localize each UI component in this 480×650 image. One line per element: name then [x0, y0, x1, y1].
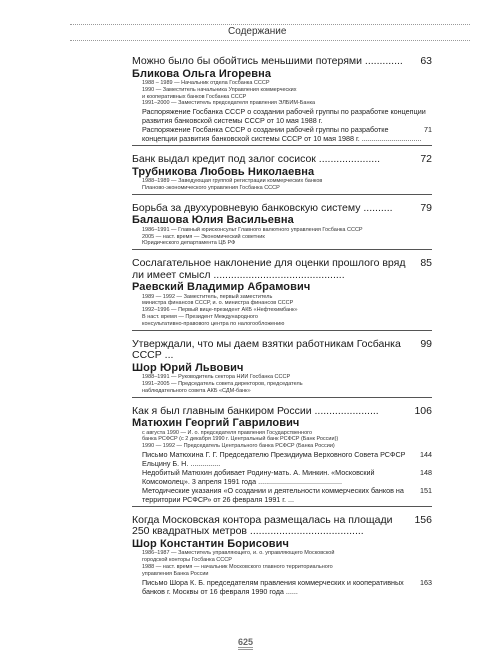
entry-title[interactable]	[132, 406, 432, 418]
toc-entry	[132, 515, 432, 598]
table-of-contents	[132, 56, 432, 606]
entry-author: Матюхин Георгий Гаврилович	[132, 417, 300, 430]
entry-title[interactable]	[132, 203, 432, 215]
entry-author: Шор Юрий Львович	[132, 361, 244, 374]
entry-page-number: 72	[420, 153, 432, 166]
author-bio-line: городской конторы Госбанка СССР	[142, 557, 232, 564]
page-number: 625	[238, 638, 253, 650]
document-title: Недобитый Матюхин добивает Родину-мать. А. Минкин. «Московский Комсомолец». 3 апреля 1991 года ..........................................	[142, 467, 375, 486]
document-page-number: 163	[420, 577, 432, 587]
author-bio-line: Юридического департамента ЦБ РФ	[142, 240, 236, 247]
toc-entry	[132, 339, 432, 398]
author-bio-line: 1988 – 1989 — Начальник отдела Госбанка СССР	[142, 80, 270, 86]
entry-page-number: 63	[420, 55, 432, 67]
author-bio-line: 1991–2000 — Заместитель председателя правления ЭЛБИМ-Банка	[142, 100, 316, 107]
document-title: Распоряжение Госбанка СССР о создании рабочей группы по разработке концепции развития банковской системы СССР от 10 мая 1988 г.	[142, 107, 426, 126]
entry-page-number: 99	[420, 337, 432, 350]
entry-title-text: Банк выдал кредит под залог сосисок .....................	[132, 153, 381, 166]
author-bio-line: министра финансов СССР, и. о. министра финансов СССР	[142, 300, 294, 307]
author-bio-line: управления Банка России	[142, 570, 209, 577]
entry-page-number: 106	[414, 404, 432, 417]
author-bio-line: 1988 — наст. время — начальник Московского главного территориального	[142, 564, 333, 571]
document-title: Письмо Шора К. Б. председателям правления коммерческих и кооперативных банков г. Москвы от 16 февраля 1990 года ......	[142, 577, 404, 596]
header-bottom-rule	[70, 40, 470, 41]
document-page-number: 151	[420, 485, 432, 495]
document-entry[interactable]	[132, 107, 432, 125]
entry-title[interactable]	[132, 339, 432, 362]
author-bio-line: 1990 — 1992 — Председатель Центрального банка РСФСР (Банка России)	[142, 443, 335, 450]
entry-title-text: Как я был главным банкиром России ......................	[132, 404, 379, 417]
author-bio-line: с августа 1990 — И. о. председателя правления Государственного	[142, 429, 313, 436]
entry-page-number: 79	[420, 201, 432, 214]
author-bio-line: 2005 — наст. время — Экономический советник	[142, 233, 265, 240]
entry-title[interactable]	[132, 258, 432, 281]
document-entry[interactable]	[132, 450, 432, 468]
entry-page-number: 85	[420, 257, 432, 270]
page-title: Содержание	[228, 26, 287, 37]
document-title: Методические указания «О создании и деятельности коммерческих банков на территории РСФСР» от 26 февраля 1991 г. ...	[142, 485, 404, 504]
author-bio-line: банка РСФСР (с 2 декабря 1990 г. Центральный банк РСФСР (Банк России))	[142, 436, 339, 443]
entry-title-text: Сослагательное наклонение для оценки прошлого вряд ли имеет смысл .............................................	[132, 257, 406, 281]
entry-title-text: Когда Московская контора размещалась на площади 250 квадратных метров .......................................	[132, 513, 393, 538]
toc-entry	[132, 203, 432, 250]
entry-title-text: Борьба за двухуровневую банковскую систему ..........	[132, 201, 393, 214]
author-bio-line: 1986–1987 — Заместитель управляющего, и. о. управляющего Московской	[142, 550, 335, 557]
entry-title[interactable]	[132, 56, 432, 68]
entry-author: Бликова Ольга Игоревна	[132, 67, 272, 80]
entry-title-text: Утверждали, что мы даем взятки работникам Госбанка СССР ...	[132, 337, 401, 362]
document-page-number: 148	[420, 467, 432, 477]
document-entry[interactable]	[132, 578, 432, 596]
author-bio-line: 1990 — Заместитель начальника Управления коммерческих	[142, 86, 297, 93]
toc-entry	[132, 406, 432, 507]
document-entry[interactable]	[132, 486, 432, 504]
author-bio-line: наблюдательного совета АКБ «СДМ-банк»	[142, 387, 251, 394]
entry-author: Шор Константин Борисович	[132, 537, 289, 550]
entry-author: Трубникова Любовь Николаевна	[132, 165, 315, 178]
header-top-rule	[70, 24, 470, 25]
author-bio-line: и кооперативных банков Госбанка СССР	[142, 93, 247, 100]
author-bio-line: В наст. время — Президент Международного	[142, 314, 258, 321]
author-bio-line: 1988–1989 — Заведующая группой регистрации коммерческих банков	[142, 178, 323, 185]
toc-entry	[132, 56, 432, 146]
entry-author: Балашова Юлия Васильевна	[132, 214, 294, 227]
entry-title[interactable]	[132, 515, 432, 538]
author-bio-line: 1988–1991 — Руководитель сектора НИИ Госбанка СССР	[142, 374, 291, 381]
author-bio-line: Планово-экономического управления Госбанка СССР	[142, 184, 280, 191]
entry-title[interactable]	[132, 154, 432, 166]
document-page-number: 71	[424, 125, 432, 135]
author-bio-line: 1986–1991 — Главный юрисконсульт Главного валютного управления Госбанка СССР	[142, 226, 363, 233]
document-title: Письмо Матюхина Г. Г. Председателю Президиума Верховного Совета РСФСР Ельцину Б. Н. ...............	[142, 449, 406, 468]
entry-title-text: Можно было бы обойтись меньшими потерями .............	[132, 55, 403, 67]
toc-entry	[132, 154, 432, 195]
document-entry[interactable]	[132, 125, 432, 143]
page-header	[70, 24, 470, 44]
document-page-number: 144	[420, 449, 432, 459]
document-title: Распоряжение Госбанка СССР о создании рабочей группы по разработке концепции развития банковской системы СССР от 10 мая 1988 г. ..............................	[142, 125, 422, 144]
entry-page-number: 156	[414, 513, 432, 526]
entry-author: Раевский Владимир Абрамович	[132, 281, 311, 294]
author-bio-line: 1989 — 1992 — Заместитель, первый заместитель	[142, 293, 273, 300]
toc-entry	[132, 258, 432, 330]
author-bio-line: 1992–1996 — Первый вице-президент АКБ «Нефтехимбанк»	[142, 307, 298, 314]
document-entry[interactable]	[132, 468, 432, 486]
author-bio-line: 1991–2005 — Председатель совета директоров, председатель	[142, 380, 303, 387]
author-bio-line: консультативно-правового центра по налогообложению	[142, 320, 285, 327]
